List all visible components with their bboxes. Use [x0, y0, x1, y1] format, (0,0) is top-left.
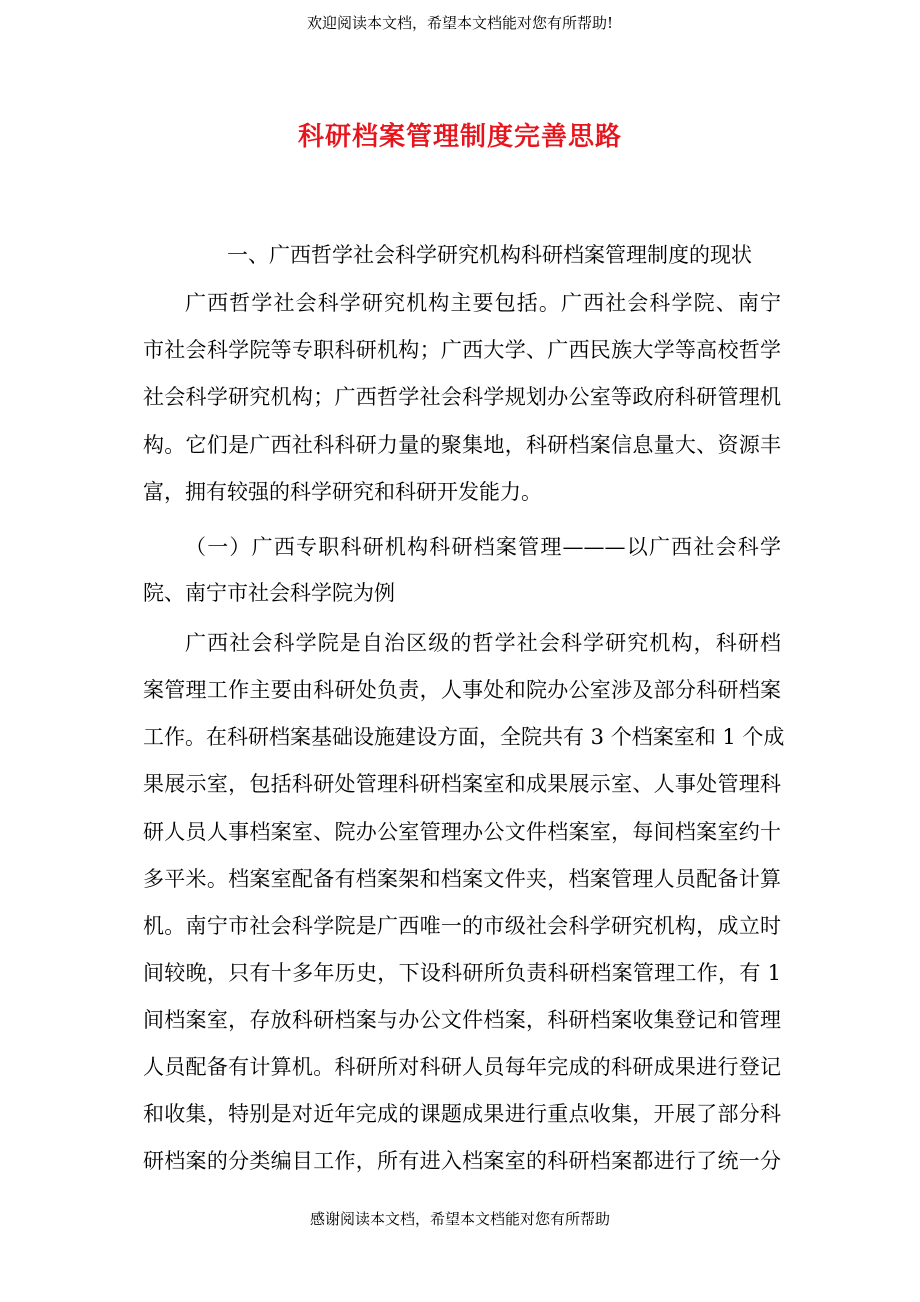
paragraph-line: 广西哲学社会科学研究机构主要包括。广西社会科学院、南宁 — [185, 291, 781, 315]
paragraph-line: 市社会科学院等专职科研机构；广西大学、广西民族大学等高校哲学 — [143, 338, 781, 362]
paragraph-line: 工作。在科研档案基础设施建设方面，全院共有 3 个档案室和 1 个成 — [143, 725, 785, 749]
paragraph-line: 社会科学研究机构；广西哲学社会科学规划办公室等政府科研管理机 — [143, 385, 781, 409]
paragraph-line: 果展示室，包括科研处管理科研档案室和成果展示室、人事处管理科 — [143, 772, 781, 796]
paragraph-line: 间较晚，只有十多年历史，下设科研所负责科研档案管理工作，有 1 — [143, 961, 781, 985]
paragraph-line: 研人员人事档案室、院办公室管理办公文件档案室，每间档案室约十 — [143, 820, 781, 844]
page-header: 欢迎阅读本文档，希望本文档能对您有所帮助! — [306, 14, 614, 32]
paragraph-line: 和收集，特别是对近年完成的课题成果进行重点收集，开展了部分科 — [143, 1102, 781, 1126]
paragraph-line: 机。南宁市社会科学院是广西唯一的市级社会科学研究机构，成立时 — [143, 914, 781, 938]
section-heading: 一、广西哲学社会科学研究机构科研档案管理制度的现状 — [227, 243, 752, 267]
paragraph-line: 案管理工作主要由科研处负责，人事处和院办公室涉及部分科研档案 — [143, 678, 781, 702]
document-title: 科研档案管理制度完善思路 — [297, 122, 622, 152]
paragraph-line: 间档案室，存放科研档案与办公文件档案，科研档案收集登记和管理 — [143, 1008, 781, 1032]
paragraph-line: 富，拥有较强的科学研究和科研开发能力。 — [143, 480, 542, 504]
subheading-line: （一）广西专职科研机构科研档案管理———以广西社会科学 — [185, 535, 781, 559]
subheading-line: 院、南宁市社会科学院为例 — [143, 581, 395, 605]
paragraph-line: 多平米。档案室配备有档案架和档案文件夹，档案管理人员配备计算 — [143, 867, 781, 891]
paragraph-line: 构。它们是广西社科科研力量的聚集地，科研档案信息量大、资源丰 — [143, 433, 781, 457]
paragraph-line: 研档案的分类编目工作，所有进入档案室的科研档案都进行了统一分 — [143, 1149, 781, 1173]
paragraph-line: 广西社会科学院是自治区级的哲学社会科学研究机构，科研档 — [185, 631, 781, 655]
page-footer: 感谢阅读本文档，希望本文档能对您有所帮助 — [309, 1210, 610, 1228]
paragraph-line: 人员配备有计算机。科研所对科研人员每年完成的科研成果进行登记 — [143, 1055, 781, 1079]
